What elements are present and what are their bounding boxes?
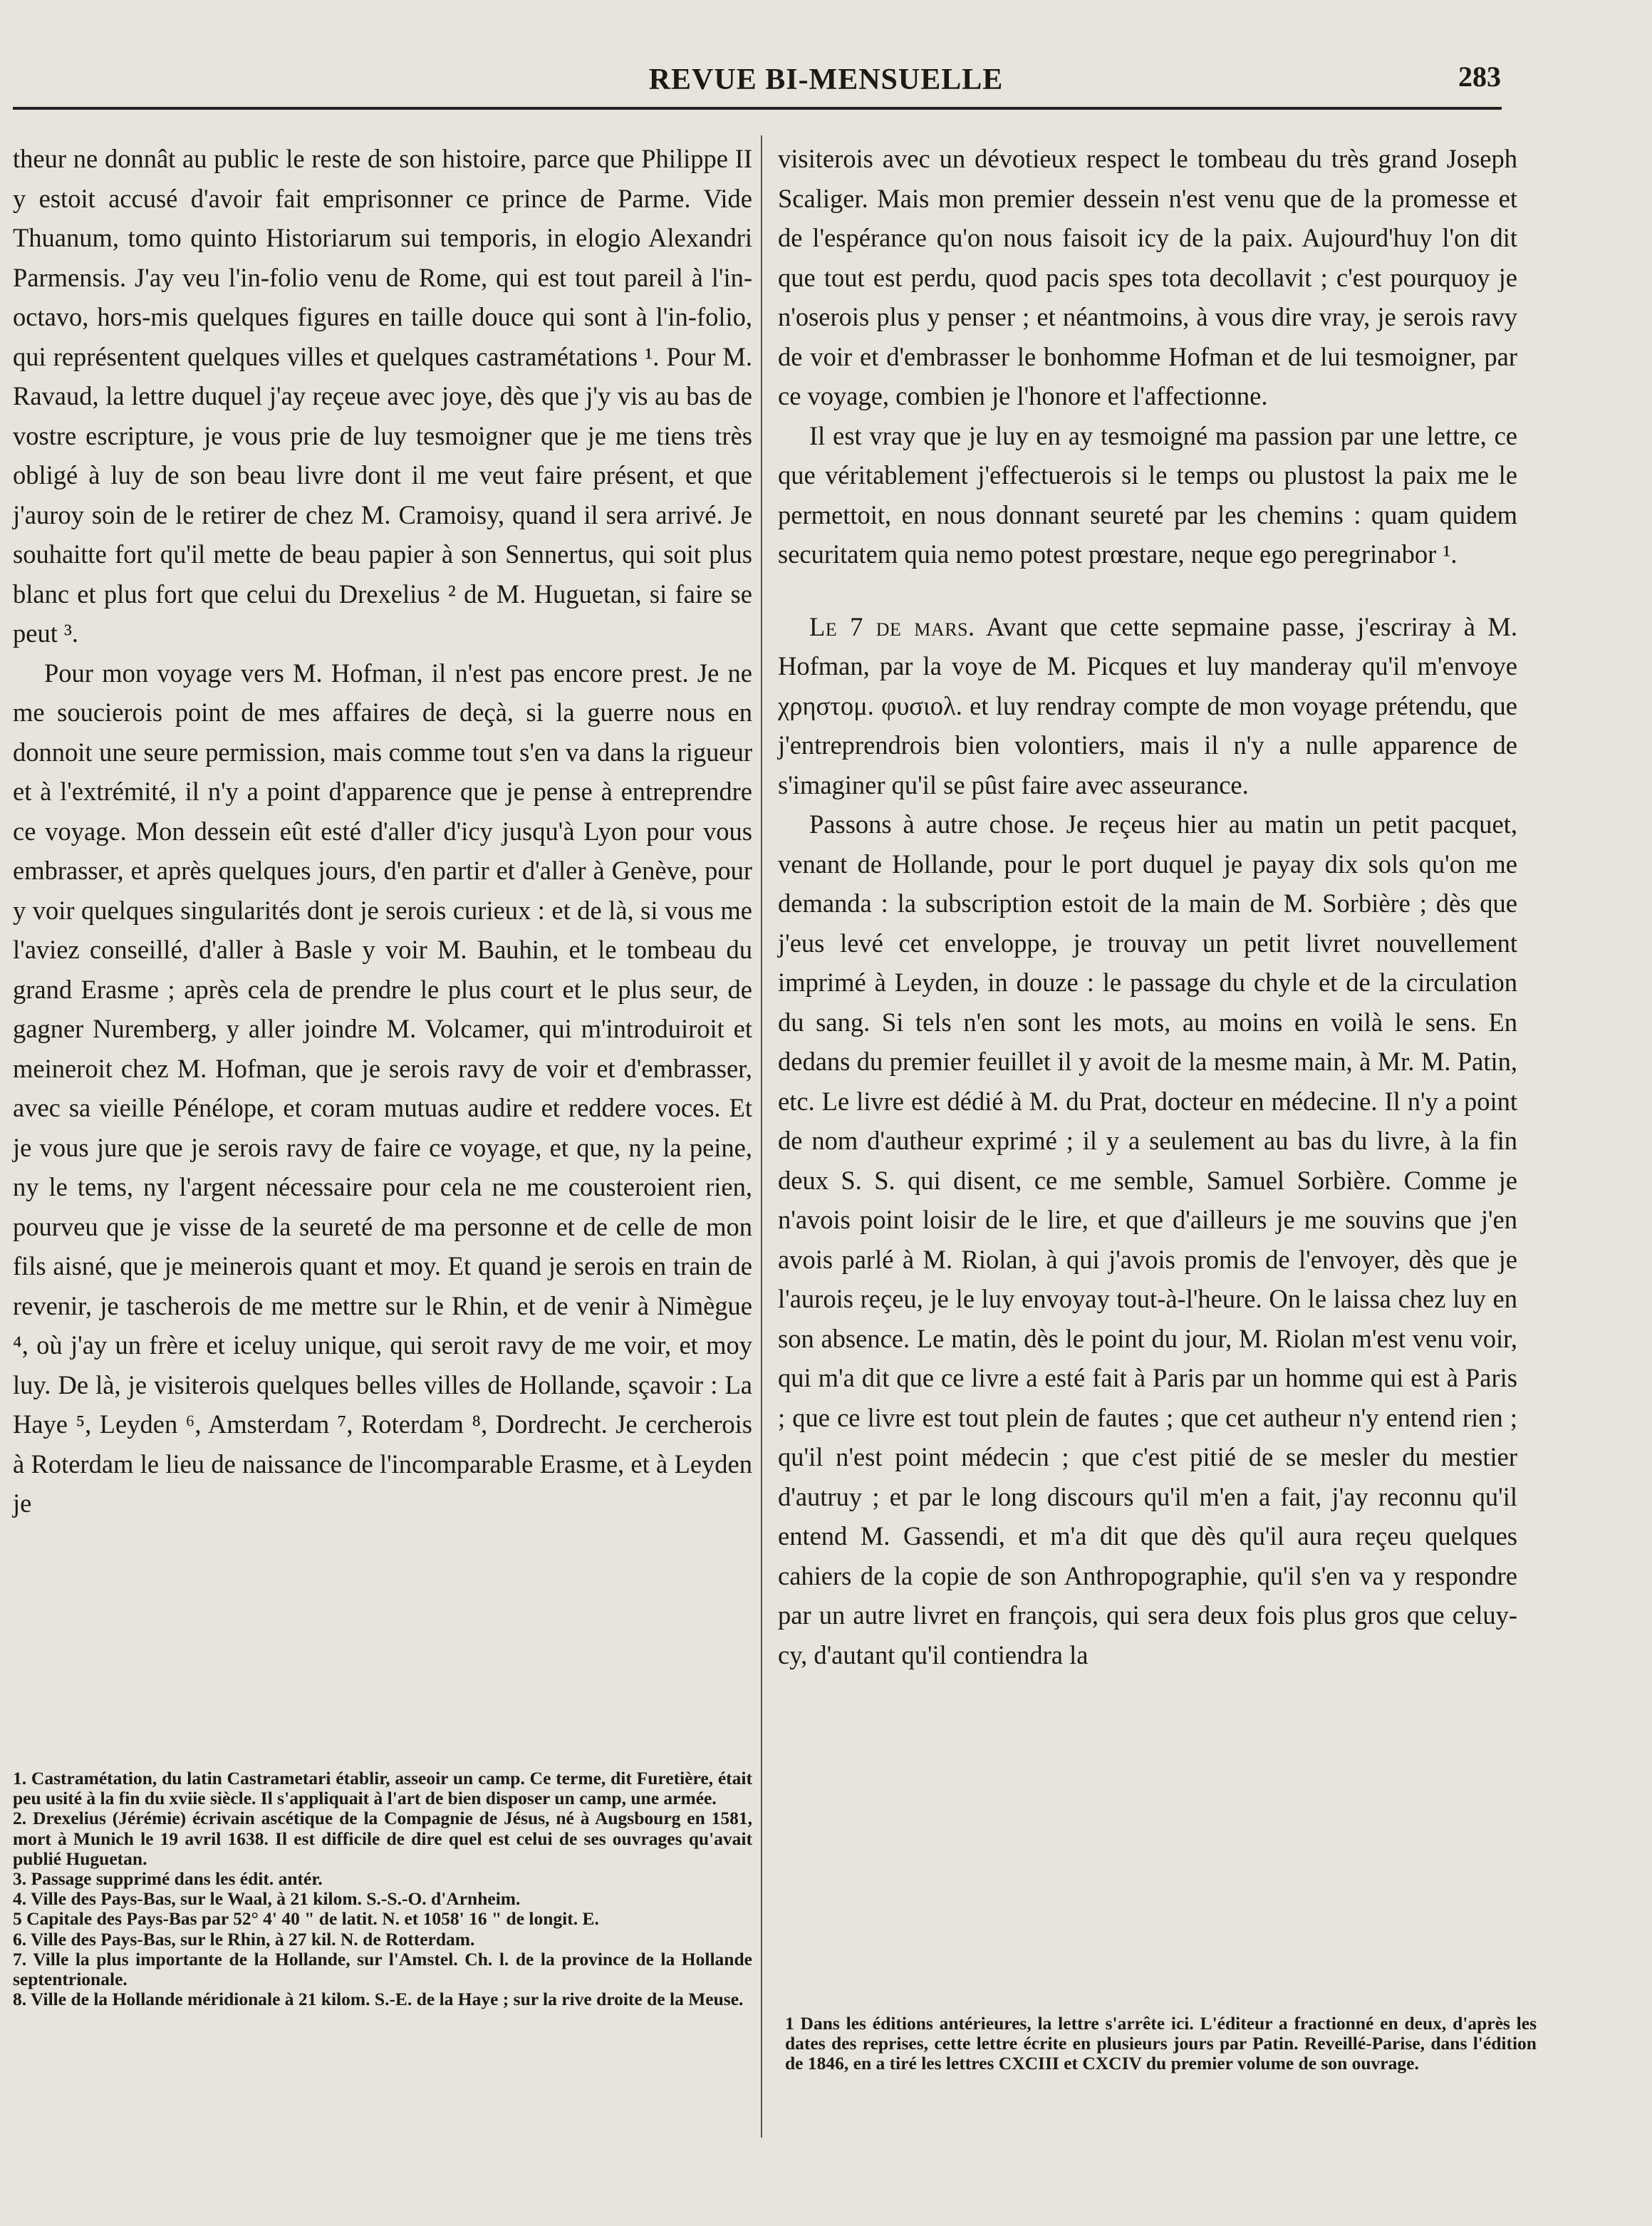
footnote: 7. Ville la plus importante de la Hollande, sur l'Amstel. Ch. l. de la province de la Hollande septentrionale.: [13, 1948, 752, 1990]
footnote: 2. Drexelius (Jérémie) écrivain ascétique de la Compagnie de Jésus, né à Augsbourg en 1581, mort à Munich le 19 avril 1638. Il est difficile de dire quel est celui de ses ouvrages qu'avait publié Huguetan.: [13, 1808, 752, 1869]
right-footnotes: [785, 2014, 1537, 2074]
footnote: 1. Castramétation, du latin Castrametari établir, asseoir un camp. Ce terme, dit Furetière, était peu usité à la fin du xviie siècle. Il s'appliquait à l'art de bien disposer un camp, une armée.: [13, 1768, 752, 1809]
paragraph: Passons à autre chose. Je reçeus hier au matin un petit pacquet, venant de Hollande, pour le port duquel je payay dix sols qu'on me demanda : la subscription estoit de la main de M. Sorbière ; dès que j'eus levé cet enveloppe, je trouvay un petit livret nouvellement imprimé à Leyden, in douze : le passage du chyle et de la circulation du sang. Si tels n'en sont les mots, au moins en voilà le sens. En dedans du premier feuillet il y avoit de la mesme main, à Mr. M. Patin, etc. Le livre est dédié à M. du Prat, docteur en médecine. Il n'y a point de nom d'autheur exprimé ; il y a seulement au bas du livre, à la fin deux S. S. qui disent, ce me semble, Samuel Sorbière. Comme je n'avois point loisir de le lire, et que d'ailleurs je me souvins que j'en avois parlé à M. Riolan, à qui j'avois promis de l'envoyer, dès que je l'aurois reçeu, je le luy envoyay tout-à-l'heure. On le laissa chez luy en son absence. Le matin, dès le point du jour, M. Riolan m'est venu voir, qui m'a dit que ce livre a esté fait à Paris par un homme qui est à Paris ; que ce livre est tout plein de fautes ; que cet autheur n'y entend rien ; qu'il n'est point médecin ; que c'est pitié de se mesler du mestier d'autruy ; et par le long discours qu'il m'en a fait, j'ay reconnu qu'il entend M. Gassendi, et m'a dit que dès qu'il aura reçeu quelques cahiers de la copie de son Anthropographie, qu'il s'en va y respondre par un autre livret en françois, qui sera deux fois plus gros que celuy-cy, d'autant qu'il contiendra la: [778, 809, 1517, 1670]
page-header: [0, 56, 1652, 98]
dated-entry: [778, 607, 1517, 805]
paragraph: Pour mon voyage vers M. Hofman, il n'est pas encore prest. Je ne me soucierois point de mes affaires de deçà, si la guerre nous en donnoit une seure permission, mais comme tout s'en va dans la rigueur et à l'extrémité, il n'y a point d'apparence que je pense à entreprendre ce voyage. Mon dessein eût esté d'aller d'icy jusqu'à Lyon pour vous embrasser, et après quelques jours, d'en partir et d'aller à Genève, pour y voir quelques singularités dont je serois curieux : et de là, si vous me l'aviez conseillé, d'aller à Basle y voir M. Bauhin, et le tombeau du grand Erasme ; après cela de prendre le plus court et le plus seur, de gagner Nuremberg, y aller joindre M. Volcamer, qui m'introduiroit et meineroit chez M. Hofman, que je serois ravy de voir et d'embrasser, avec sa vieille Pénélope, et coram mutuas audire et reddere voces. Et je vous jure que je serois ravy de faire ce voyage, et que, ny la peine, ny le tems, ny l'argent nécessaire pour cela ne me cousteroient rien, pourveu que je visse de la seureté de ma personne et de celle de mon fils aisné, que je meinerois quant et moy. Et quand je serois en train de revenir, je tascherois de me mettre sur le Rhin, et de venir à Nimègue ⁴, où j'ay un frère et iceluy unique, qui seroit ravy de me voir, et moy luy. De là, je visiterois quelques belles villes de Hollande, sçavoir : La Haye ⁵, Leyden ⁶, Amsterdam ⁷, Roterdam ⁸, Dordrecht. Je cercherois à Roterdam le lieu de naissance de l'incomparable Erasme, et à Leyden je: [13, 658, 752, 1518]
running-title: REVUE BI-MENSUELLE: [648, 63, 1004, 96]
footnote: 5 Capitale des Pays-Bas par 52° 4' 40 " de latit. N. et 1058' 16 " de longit. E.: [13, 1908, 599, 1930]
entry-text: Avant que cette sepmaine passe, j'escriray à M. Hofman, par la voye de M. Picques et luy manderay qu'il m'envoye χρηστομ. φυσιολ. et luy rendray compte de mon voyage prétendu, que j'entreprendrois bien volontiers, mais il n'y a nulle apparence de s'imaginer qu'il se pûst faire avec asseurance.: [778, 611, 1517, 799]
paragraph: visiterois avec un dévotieux respect le tombeau du très grand Joseph Scaliger. Mais mon premier dessein n'est venu que de la promesse et de l'espérance qu'on nous faisoit icy de la paix. Aujourd'huy l'on dit que tout est perdu, quod pacis spes tota decollavit ; c'est pourquoy je n'oserois plus y penser ; et néantmoins, à vous dire vray, je serois ravy de voir et d'embrasser le bonhomme Hofman et de lui tesmoigner, par ce voyage, combien je l'honore et l'affectionne.: [778, 144, 1517, 410]
footnote: 6. Ville des Pays-Bas, sur le Rhin, à 27 kil. N. de Rotterdam.: [13, 1928, 475, 1950]
left-footnotes: [13, 1769, 752, 2009]
page-number: 283: [1458, 61, 1501, 93]
right-column: [778, 139, 1517, 1674]
entry-date: Le 7 de mars.: [809, 611, 975, 641]
header-rule: [13, 107, 1502, 110]
footnote: 4. Ville des Pays-Bas, sur le Waal, à 21 kilom. S.-S.-O. d'Arnheim.: [13, 1888, 521, 1910]
left-column: [13, 139, 752, 1523]
footnote: 1 Dans les éditions antérieures, la lettre s'arrête ici. L'éditeur a fractionné en deux, d'après les dates des reprises, cette lettre écrite en plusieurs jours par Patin. Reveillé-Parise, dans l'édition de 1846, en a tiré les lettres CXCIII et CXCIV du premier volume de son ouvrage.: [785, 2013, 1537, 2074]
footnote: 8. Ville de la Hollande méridionale à 21 kilom. S.-E. de la Haye ; sur la rive droite de la Meuse.: [13, 1989, 744, 2010]
column-divider: [761, 135, 762, 2138]
paragraph: Il est vray que je luy en ay tesmoigné ma passion par une lettre, ce que véritablement j'effectuerois si le temps ou plustost la paix me le permettoit, en nous donnant seureté par les chemins : quam quidem securitatem quia nemo potest prœstare, neque ego peregrinabor ¹.: [778, 420, 1517, 569]
footnote: 3. Passage supprimé dans les édit. antér.: [13, 1868, 323, 1890]
paragraph: theur ne donnât au public le reste de son histoire, parce que Philippe II y estoit accusé d'avoir fait emprisonner ce prince de Parme. Vide Thuanum, tomo quinto Historiarum sui temporis, in elogio Alexandri Parmensis. J'ay veu l'in-folio venu de Rome, qui est tout pareil à l'in-octavo, hors-mis quelques figures en taille douce qui sont à l'in-folio, qui représentent quelques villes et quelques castramétations ¹. Pour M. Ravaud, la lettre duquel j'ay reçeue avec joye, dès que j'y vis au bas de vostre escripture, je vous prie de luy tesmoigner que je me tiens très obligé à luy de son beau livre dont il me veut faire présent, et que j'auroy soin de le retirer de chez M. Cramoisy, quand il sera arrivé. Je souhaitte fort qu'il mette de beau papier à son Sennertus, qui soit plus blanc et plus fort que celui du Drexelius ² de M. Huguetan, si faire se peut ³.: [13, 144, 752, 648]
